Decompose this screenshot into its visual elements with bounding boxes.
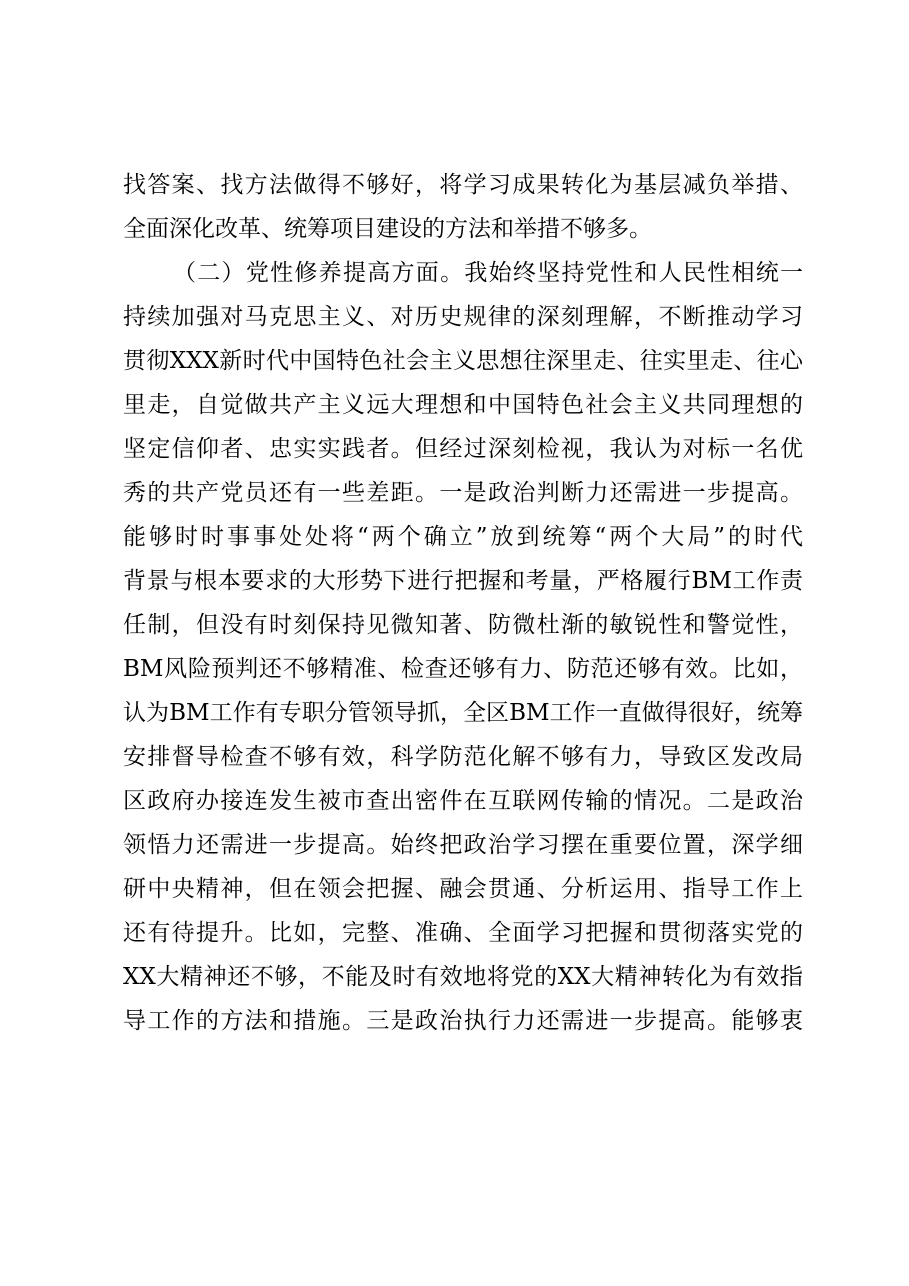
text-line: 区政府办接连发生被市查出密件在互联网传输的情况。二是政治 (123, 788, 803, 814)
body-text (123, 163, 803, 1043)
section-heading-line: （二）党性修养提高方面。我始终坚持党性和人民性相统一 (173, 260, 803, 286)
text-line: 秀的共产党员还有一些差距。一是政治判断力还需进一步提高。 (123, 480, 803, 506)
text-line: 找答案、找方法做得不够好，将学习成果转化为基层减负举措、 (123, 172, 803, 198)
text-line: 领悟力还需进一步提高。始终把政治学习摆在重要位置，深学细 (123, 832, 803, 858)
text-line: 背景与根本要求的大形势下进行把握和考量，严格履行BM工作责 (123, 568, 803, 594)
text-line: 研中央精神，但在领会把握、融会贯通、分析运用、指导工作上 (123, 876, 803, 902)
text-line: 还有待提升。比如，完整、准确、全面学习把握和贯彻落实党的 (123, 920, 803, 946)
text-line: 导工作的方法和措施。三是政治执行力还需进一步提高。能够衷 (123, 1008, 803, 1034)
text-line: 安排督导检查不够有效，科学防范化解不够有力，导致区发改局 (123, 744, 803, 770)
text-line: 全面深化改革、统筹项目建设的方法和举措不够多。 (123, 216, 652, 242)
text-line: 贯彻XXX新时代中国特色社会主义思想往深里走、往实里走、往心 (123, 348, 803, 374)
text-line: 认为BM工作有专职分管领导抓，全区BM工作一直做得很好，统筹 (123, 700, 803, 726)
text-line: XX大精神还不够，不能及时有效地将党的XX大精神转化为有效指 (123, 964, 803, 990)
text-line: BM风险预判还不够精准、检查还够有力、防范还够有效。比如， (123, 656, 803, 682)
text-line: 任制，但没有时刻保持见微知著、防微杜渐的敏锐性和警觉性， (123, 612, 803, 638)
text-line: 坚定信仰者、忠实实践者。但经过深刻检视，我认为对标一名优 (123, 436, 803, 462)
text-line: 能够时时事事处处将“两个确立”放到统筹“两个大局”的时代 (123, 524, 803, 550)
text-line: 持续加强对马克思主义、对历史规律的深刻理解，不断推动学习 (123, 304, 803, 330)
text-line: 里走，自觉做共产主义远大理想和中国特色社会主义共同理想的 (123, 392, 803, 418)
